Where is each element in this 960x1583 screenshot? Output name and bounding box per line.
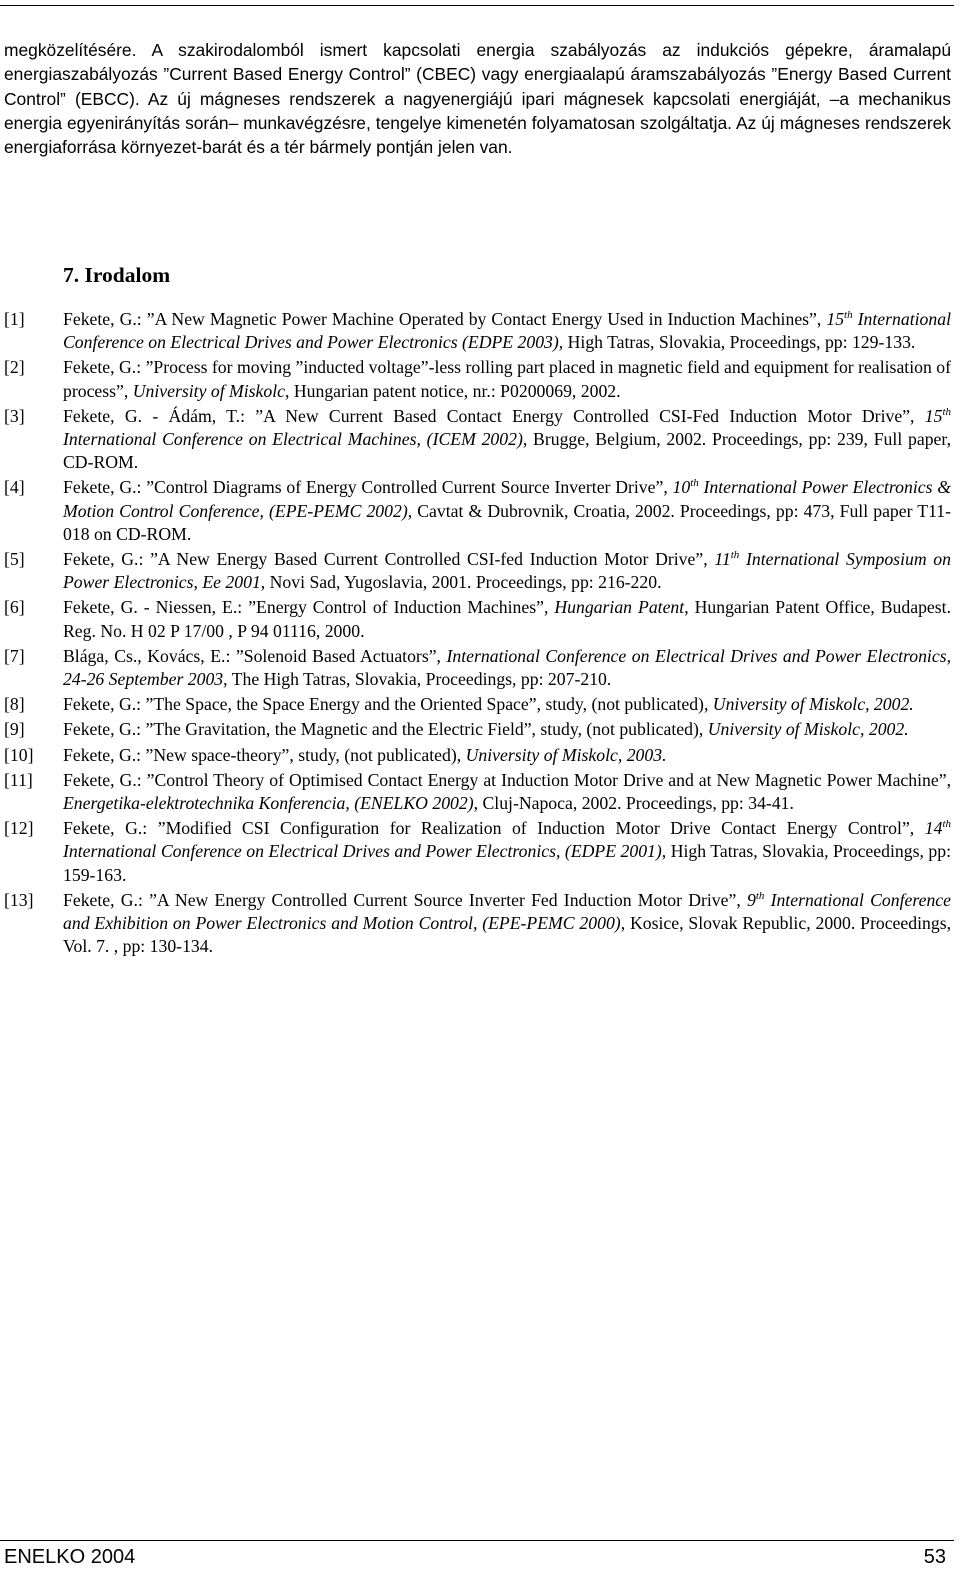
reference-number: [1] xyxy=(4,309,25,329)
reference-number: [11] xyxy=(4,769,33,790)
reference-authors-title: Fekete, G.: ”A New Magnetic Power Machine Operated by Contact Energy Used in Induction Machines”, xyxy=(63,309,827,329)
reference-ordinal: 14 xyxy=(924,818,943,839)
reference-number: [13] xyxy=(4,889,34,910)
reference-details: , Hungarian Patent Office, Budapest. Reg. No. H 02 P 17/00 , P 94 01116, 2000. xyxy=(63,597,951,641)
reference-venue: International Conference on Electrical Drives and Power Electronics (EDPE 2003), xyxy=(63,309,951,353)
reference-authors-title: Fekete, G.: ”Modified CSI Configuration for Realization of Induction Motor Drive Contact Energy Control”, xyxy=(63,818,925,839)
reference-venue: International Conference on Electrical Machines, (ICEM 2002) xyxy=(63,429,523,450)
reference-venue: International Conference on Electrical Drives and Power Electronics, 24-26 September 2003 xyxy=(63,645,952,690)
reference-details: , Brugge, Belgium, 2002. Proceedings, pp: 239, Full paper, CD-ROM. xyxy=(63,429,951,473)
reference-authors-title: Fekete, G.: ”A New Energy Controlled Current Source Inverter Fed Induction Motor Drive”, xyxy=(63,889,747,910)
page-number: 53 xyxy=(923,1546,946,1568)
reference-item xyxy=(4,645,951,691)
reference-number: [6] xyxy=(4,597,25,618)
reference-authors-title: Fekete, G. - Ádám, T.: ”A New Current Based Contact Energy Controlled CSI-Fed Induction Motor Drive”, xyxy=(63,405,925,426)
reference-authors-title: Fekete, G.: ”The Space, the Space Energy and the Oriented Space”, study, (not publicated), xyxy=(63,694,713,715)
reference-venue: International Symposium on Power Electronics, Ee 2001 xyxy=(63,549,951,593)
reference-ordinal-suffix: th xyxy=(755,889,765,902)
reference-venue: University of Miskolc, 2002. xyxy=(707,719,909,740)
reference-item xyxy=(4,693,951,716)
reference-number: [4] xyxy=(4,477,25,498)
bottom-rule xyxy=(0,1540,954,1541)
reference-details: , Cluj-Napoca, 2002. Proceedings, pp: 34-41. xyxy=(473,793,794,814)
reference-number: [8] xyxy=(4,694,25,715)
reference-venue: University of Miskolc, 2003. xyxy=(465,744,667,765)
reference-item xyxy=(4,356,951,402)
reference-item xyxy=(4,718,951,741)
reference-number: [2] xyxy=(4,357,25,378)
reference-venue: University of Miskolc, 2002. xyxy=(712,694,914,715)
reference-ordinal-suffix: th xyxy=(730,549,740,562)
reference-item xyxy=(4,817,951,887)
reference-item xyxy=(4,405,951,475)
reference-ordinal-suffix: th xyxy=(690,477,699,490)
reference-ordinal: 9 xyxy=(746,889,756,910)
reference-ordinal: 10 xyxy=(672,477,691,498)
reference-item xyxy=(4,548,951,594)
intro-paragraph xyxy=(4,38,951,159)
reference-authors-title: Fekete, G.: ”The Gravitation, the Magnetic and the Electric Field”, study, (not publicated), xyxy=(63,719,708,740)
reference-number: [10] xyxy=(4,744,34,765)
reference-ordinal-suffix: th xyxy=(942,405,951,418)
reference-ordinal: 11 xyxy=(714,549,731,570)
reference-authors-title: Fekete, G.: ”A New Energy Based Current Controlled CSI-fed Induction Motor Drive”, xyxy=(63,549,715,570)
reference-item xyxy=(4,308,951,354)
reference-item xyxy=(4,476,951,546)
reference-number: [12] xyxy=(4,818,34,839)
intro-text: megközelítésére. A szakirodalomból ismert kapcsolati energia szabályozás az indukciós gépekre, áramalapú energiaszabályozás ”Current Based Energy Control” (CBEC) vagy energiaalapú áramszabályozás ”Energy Based Current Control” (EBCC). Az új mágneses rendszerek a nagyenergiájú ipari mágnesek kapcsolati energiáját, –a mechanikus energia egyenirányítás során– munkavégzésre, tengelye kimenetén folyamatosan szolgáltatja. Az új mágneses rendszerek energiaforrása környezet-barát és a tér bármely pontján jelen van. xyxy=(4,40,951,158)
reference-number: [3] xyxy=(4,405,25,426)
reference-authors-title: Fekete, G.: ”Control Diagrams of Energy Controlled Current Source Inverter Drive”, xyxy=(63,477,673,498)
reference-venue: International Conference on Electrical Drives and Power Electronics, (EDPE 2001) xyxy=(63,841,662,862)
reference-list xyxy=(4,308,951,960)
reference-details: , Hungarian patent notice, nr.: P0200069, 2002. xyxy=(285,380,621,401)
reference-ordinal-suffix: th xyxy=(942,818,951,831)
section-heading: 7. Irodalom xyxy=(63,263,171,287)
reference-number: [9] xyxy=(4,719,25,740)
reference-details: , High Tatras, Slovakia, Proceedings, pp: 159-163. xyxy=(63,841,951,885)
reference-details: , Novi Sad, Yugoslavia, 2001. Proceedings, pp: 216-220. xyxy=(260,572,662,593)
footer-conference: ENELKO 2004 xyxy=(4,1546,136,1568)
reference-details: , Cavtat & Dubrovnik, Croatia, 2002. Proceedings, pp: 473, Full paper T11-018 on CD-ROM. xyxy=(63,500,951,544)
reference-venue: International Conference and Exhibition on Power Electronics and Motion Control, (EPE-PEMC 2000) xyxy=(63,889,951,934)
reference-venue: Energetika-elektrotechnika Konferencia, (ENELKO 2002) xyxy=(63,793,474,814)
reference-item xyxy=(4,596,951,642)
reference-ordinal-suffix: th xyxy=(844,309,853,322)
reference-authors-title: Fekete, G. - Niessen, E.: ”Energy Control of Induction Machines”, xyxy=(63,597,555,618)
reference-ordinal: 15 xyxy=(826,309,845,329)
reference-details: High Tatras, Slovakia, Proceedings, pp: 129-133. xyxy=(563,332,916,353)
reference-authors-title: Fekete, G.: ”Process for moving ”inducted voltage”-less rolling part placed in magnetic field and equipment for realisation of process”, xyxy=(63,357,951,401)
reference-item xyxy=(4,744,951,767)
reference-ordinal: 15 xyxy=(924,405,943,426)
top-rule xyxy=(0,5,954,6)
reference-item xyxy=(4,889,951,959)
reference-details: , The High Tatras, Slovakia, Proceedings, pp: 207-210. xyxy=(223,669,612,690)
reference-authors-title: Blága, Cs., Kovács, E.: ”Solenoid Based Actuators”, xyxy=(63,645,447,666)
reference-number: [7] xyxy=(4,645,25,666)
reference-authors-title: Fekete, G.: ”Control Theory of Optimised Contact Energy at Induction Motor Drive and at New Magnetic Power Machine”, xyxy=(63,769,951,790)
reference-item xyxy=(4,769,951,815)
reference-venue: University of Miskolc xyxy=(132,380,286,401)
reference-number: [5] xyxy=(4,549,25,570)
reference-venue: International Power Electronics & Motion Control Conference, (EPE-PEMC 2002) xyxy=(63,477,951,521)
reference-venue: Hungarian Patent xyxy=(554,597,685,618)
reference-details: , Kosice, Slovak Republic, 2000. Proceedings, Vol. 7. , pp: 130-134. xyxy=(63,913,951,957)
reference-authors-title: Fekete, G.: ”New space-theory”, study, (not publicated), xyxy=(63,744,466,765)
